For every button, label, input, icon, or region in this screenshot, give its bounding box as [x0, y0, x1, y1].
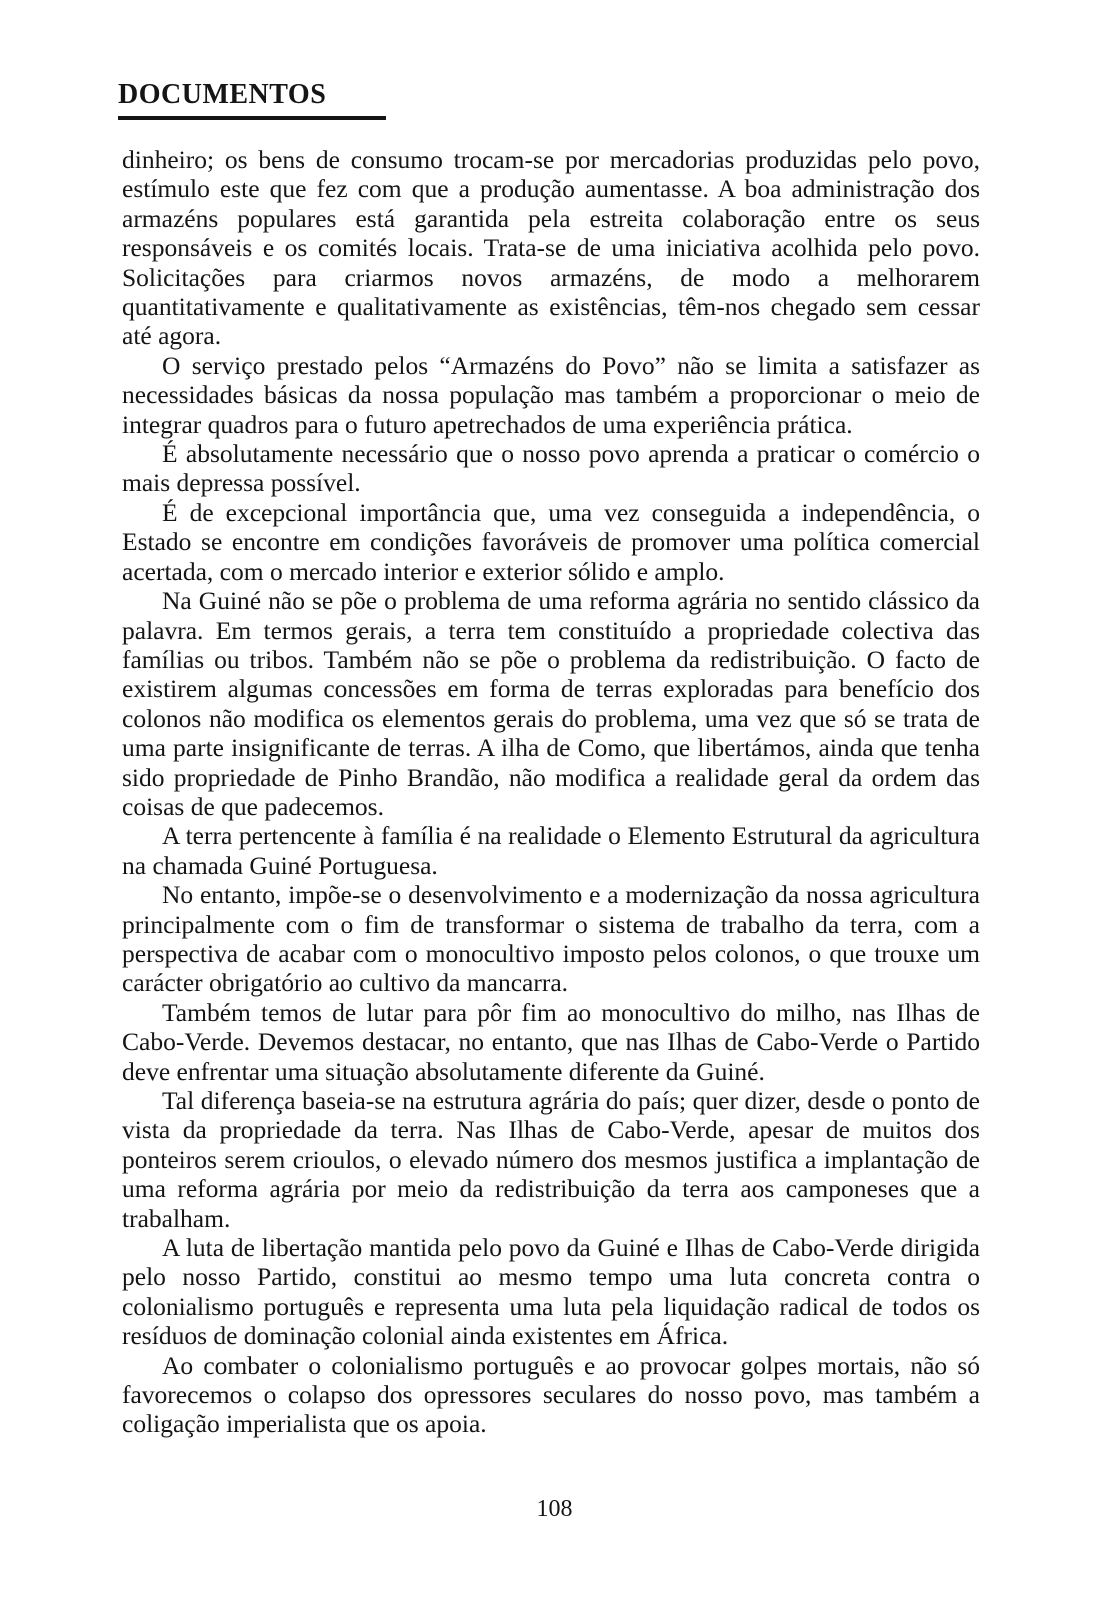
paragraph: O serviço prestado pelos “Armazéns do Povo” não se limita a satisfazer as necessidades básicas da nossa população mas também a proporcionar o meio de integrar quadros para o futuro apetrechados de uma experiência prática. [122, 350, 980, 439]
page-number: 108 [536, 1496, 573, 1522]
paragraph: É absolutamente necessário que o nosso povo aprenda a praticar o comércio o mais depressa possível. [122, 439, 980, 498]
paragraph: A luta de libertação mantida pelo povo da Guiné e Ilhas de Cabo-Verde dirigida pelo nosso Partido, constitui ao mesmo tempo uma luta concreta contra o colonialismo português e representa uma luta pela liquidação radical de todos os resíduos de dominação colonial ainda existentes em África. [122, 1233, 980, 1351]
page-header [118, 78, 388, 120]
paragraph: dinheiro; os bens de consumo trocam-se por mercadorias produzidas pelo povo, estímulo este que fez com que a produção aumentasse. A boa administração dos armazéns populares está garantida pela estreita colaboração entre os seus responsáveis e os comités locais. Trata-se de uma iniciativa acolhida pelo povo. Solicitações para criarmos novos armazéns, de modo a melhorarem quantitativamente e qualitativamente as existências, têm-nos chegado sem cessar até agora. [122, 145, 980, 351]
paragraph: Ao combater o colonialismo português e ao provocar golpes mortais, não só favorecemos o colapso dos opressores seculares do nosso povo, mas também a coligação imperialista que os apoia. [122, 1350, 980, 1439]
paragraph: No entanto, impõe-se o desenvolvimento e a modernização da nossa agricultura principalmente com o fim de transformar o sistema de trabalho da terra, com a perspectiva de acabar com o monocultivo imposto pelos colonos, o que trouxe um carácter obrigatório ao cultivo da mancarra. [122, 880, 980, 998]
section-title-rule [118, 116, 386, 120]
paragraph: Também temos de lutar para pôr fim ao monocultivo do milho, nas Ilhas de Cabo-Verde. Devemos destacar, no entanto, que nas Ilhas de Cabo-Verde o Partido deve enfrentar uma situação absolutamente diferente da Guiné. [122, 997, 980, 1086]
paragraph: Na Guiné não se põe o problema de uma reforma agrária no sentido clássico da palavra. Em termos gerais, a terra tem constituído a propriedade colectiva das famílias ou tribos. Também não se põe o problema da redistribuição. O facto de existirem algumas concessões em forma de terras exploradas para benefício dos colonos não modifica os elementos gerais do problema, uma vez que só se trata de uma parte insignificante de terras. A ilha de Como, que libertámos, ainda que tenha sido propriedade de Pinho Brandão, não modifica a realidade geral da ordem das coisas de que padecemos. [122, 586, 980, 821]
paragraph: É de excepcional importância que, uma vez conseguida a independência, o Estado se encontre em condições favoráveis de promover uma política comercial acertada, com o mercado interior e exterior sólido e amplo. [122, 497, 980, 586]
body-text [122, 145, 980, 1439]
section-title: DOCUMENTOS [118, 79, 327, 110]
paragraph: A terra pertencente à família é na realidade o Elemento Estrutural da agricultura na chamada Guiné Portuguesa. [122, 821, 980, 880]
paragraph: Tal diferença baseia-se na estrutura agrária do país; quer dizer, desde o ponto de vista da propriedade da terra. Nas Ilhas de Cabo-Verde, apesar de muitos dos ponteiros serem crioulos, o elevado número dos mesmos justifica a implantação de uma reforma agrária por meio da redistribuição da terra aos camponeses que a trabalham. [122, 1086, 980, 1233]
